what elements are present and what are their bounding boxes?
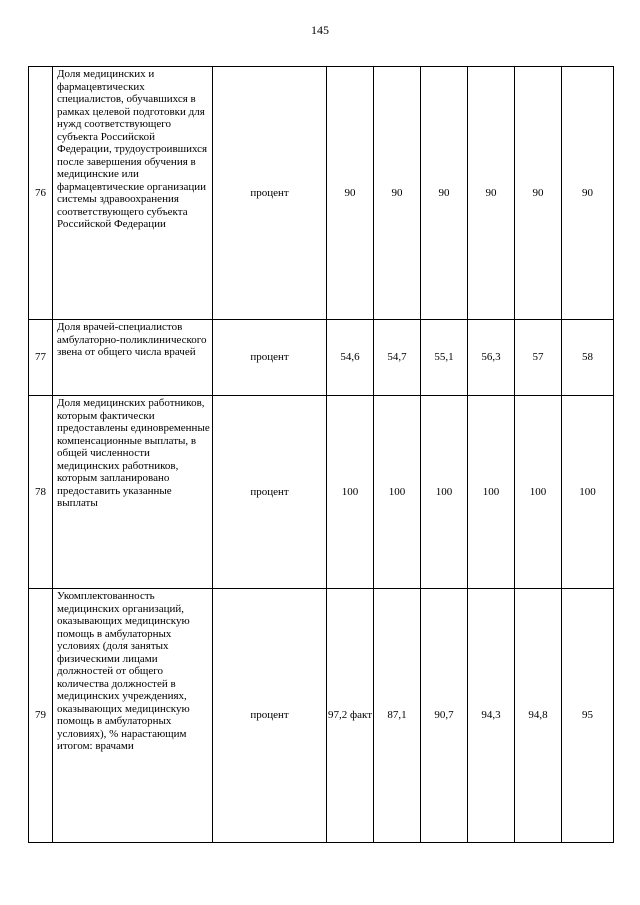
value-cell: 58 [562, 320, 614, 396]
value-cell: 100 [374, 396, 421, 589]
table-row [29, 396, 614, 589]
value-cell: 87,1 [374, 589, 421, 843]
page-number: 145 [311, 23, 329, 37]
value-cell: 100 [468, 396, 515, 589]
value-cell: 54,6 [327, 320, 374, 396]
indicator-description: Доля медицинских работников, которым фактически предоставлены единовременные компенсационные выплаты, в общей численности медицинских работников, которым запланировано предоставить указанные выплаты [53, 396, 213, 589]
value-cell: 100 [421, 396, 468, 589]
unit-cell: процент [213, 67, 327, 320]
value-cell: 55,1 [421, 320, 468, 396]
value-cell: 54,7 [374, 320, 421, 396]
value-cell: 97,2 факт [327, 589, 374, 843]
value-cell: 90,7 [421, 589, 468, 843]
indicator-description: Укомплектованность медицинских организаций, оказывающих медицинскую помощь в амбулаторных условиях (доля занятых физическими лицами должностей от общего количества должностей в медицинских учреждениях, оказывающих медицинскую помощь в амбулаторных условиях), % нарастающим итогом: врачами [53, 589, 213, 843]
unit-cell: процент [213, 396, 327, 589]
value-cell: 100 [515, 396, 562, 589]
table-row [29, 320, 614, 396]
indicators-table [28, 66, 614, 843]
table-row [29, 589, 614, 843]
unit-cell: процент [213, 589, 327, 843]
row-number: 76 [29, 67, 53, 320]
value-cell: 90 [421, 67, 468, 320]
value-cell: 95 [562, 589, 614, 843]
value-cell: 94,3 [468, 589, 515, 843]
table-row [29, 67, 614, 320]
value-cell: 90 [562, 67, 614, 320]
value-cell: 90 [468, 67, 515, 320]
value-cell: 56,3 [468, 320, 515, 396]
indicator-description: Доля врачей-специалистов амбулаторно-поликлинического звена от общего числа врачей [53, 320, 213, 396]
value-cell: 57 [515, 320, 562, 396]
value-cell: 90 [327, 67, 374, 320]
value-cell: 90 [374, 67, 421, 320]
row-number: 78 [29, 396, 53, 589]
row-number: 77 [29, 320, 53, 396]
value-cell: 90 [515, 67, 562, 320]
unit-cell: процент [213, 320, 327, 396]
row-number: 79 [29, 589, 53, 843]
indicator-description: Доля медицинских и фармацевтических специалистов, обучавшихся в рамках целевой подготовки для нужд соответствующего субъекта Российской Федерации, трудоустроившихся после завершения обучения в медицинские или фармацевтические организации системы здравоохранения соответствующего субъекта Российской Федерации [53, 67, 213, 320]
value-cell: 100 [327, 396, 374, 589]
value-cell: 100 [562, 396, 614, 589]
value-cell: 94,8 [515, 589, 562, 843]
